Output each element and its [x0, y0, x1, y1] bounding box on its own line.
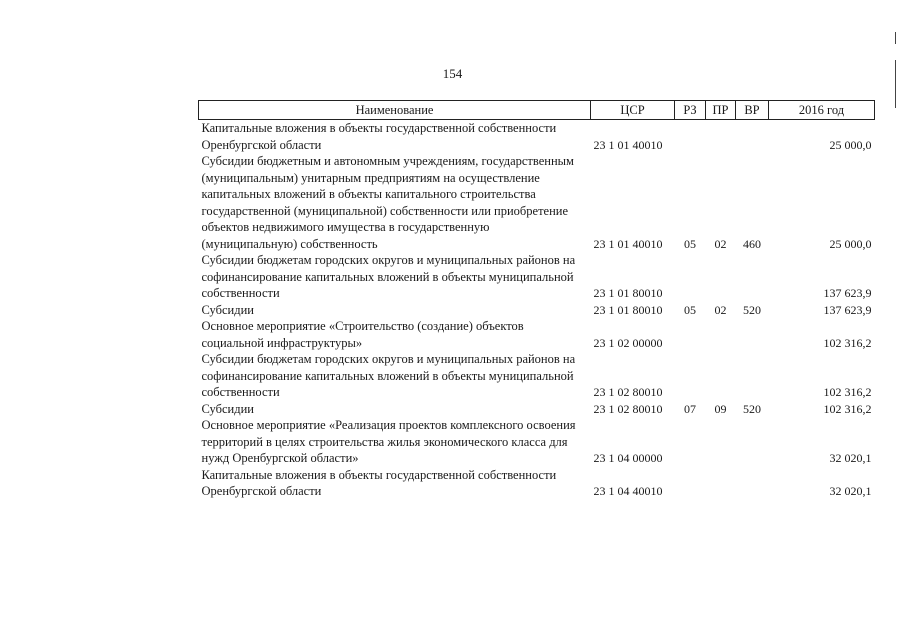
- row-name: Капитальные вложения в объекты государственной собственности Оренбургской области: [201, 121, 557, 152]
- row-rz: [675, 252, 706, 302]
- row-vr: [736, 351, 769, 401]
- row-rz: [675, 318, 706, 351]
- row-rz: [675, 120, 706, 154]
- column-header-name: Наименование: [199, 101, 591, 120]
- row-amount: 32 020,1: [829, 484, 872, 498]
- column-header-vr: ВР: [736, 101, 769, 120]
- table-row: [199, 153, 875, 252]
- budget-table: [198, 100, 875, 500]
- row-csr: 23 1 02 80010: [593, 385, 663, 399]
- row-csr: 23 1 01 80010: [593, 286, 663, 300]
- row-pr: [706, 467, 736, 500]
- row-pr: [706, 417, 736, 467]
- row-vr: [736, 467, 769, 500]
- table-header: [199, 101, 875, 120]
- table-row: [199, 417, 875, 467]
- row-pr: 02: [714, 302, 727, 317]
- scan-margin-mark: [895, 60, 896, 108]
- row-vr: 520: [743, 302, 761, 317]
- row-csr: 23 1 04 40010: [593, 484, 663, 498]
- row-pr: 02: [714, 236, 727, 251]
- row-vr: 520: [743, 401, 761, 416]
- scan-margin-mark: [895, 32, 896, 44]
- table-row: [199, 318, 875, 351]
- row-pr: 09: [714, 401, 727, 416]
- page-number: 154: [442, 66, 463, 81]
- row-vr: [736, 318, 769, 351]
- column-header-year: 2016 год: [769, 101, 875, 120]
- row-name: Субсидии бюджетам городских округов и муниципальных районов на софинансирование капитальных вложений в объекты муниципальной собственности: [201, 352, 576, 399]
- row-amount: 137 623,9: [823, 302, 872, 317]
- row-pr: [706, 318, 736, 351]
- row-rz: 07: [684, 401, 696, 416]
- row-vr: [736, 252, 769, 302]
- row-name: Основное мероприятие «Реализация проектов комплексного освоения территорий в целях строительства жилья экономического класса для нужд Оренбургской области»: [201, 418, 576, 465]
- row-name: Субсидии бюджетам городских округов и муниципальных районов на софинансирование капитальных вложений в объекты муниципальной собственности: [201, 253, 576, 300]
- row-vr: 460: [743, 236, 761, 251]
- row-rz: 05: [684, 302, 696, 317]
- row-csr: 23 1 01 80010: [593, 302, 663, 317]
- table-row: [199, 351, 875, 401]
- column-header-pr: ПР: [706, 101, 736, 120]
- row-name: Субсидии бюджетным и автономным учреждениям, государственным (муниципальным) унитарным предприятиям на осуществление капитальных вложений в объекты капитального строительства государственной (муниципальной) собственности или приобретение объектов недвижимого имущества в государственную (муниципальную) собственность: [201, 154, 574, 251]
- row-amount: 102 316,2: [823, 401, 872, 416]
- row-rz: [675, 467, 706, 500]
- table-row: [199, 302, 875, 319]
- row-csr: 23 1 02 00000: [593, 335, 663, 350]
- row-vr: [736, 120, 769, 154]
- header-row: [199, 101, 875, 120]
- row-amount: 102 316,2: [823, 385, 872, 399]
- row-rz: [675, 417, 706, 467]
- table-body: [199, 120, 875, 500]
- row-name: Капитальные вложения в объекты государственной собственности Оренбургской области: [201, 467, 557, 498]
- table-row: [199, 467, 875, 500]
- table-row: [199, 120, 875, 154]
- row-amount: 32 020,1: [829, 451, 872, 465]
- row-amount: 25 000,0: [829, 236, 872, 251]
- row-pr: [706, 120, 736, 154]
- row-csr: 23 1 04 00000: [593, 451, 663, 465]
- row-rz: 05: [684, 236, 696, 251]
- row-csr: 23 1 01 40010: [593, 236, 663, 251]
- row-name: Субсидии: [201, 401, 254, 416]
- column-header-rz: РЗ: [675, 101, 706, 120]
- row-csr: 23 1 01 40010: [593, 137, 663, 152]
- row-rz: [675, 351, 706, 401]
- column-header-csr: ЦСР: [591, 101, 675, 120]
- row-vr: [736, 417, 769, 467]
- row-name: Субсидии: [201, 302, 254, 317]
- row-amount: 102 316,2: [823, 335, 872, 350]
- row-csr: 23 1 02 80010: [593, 401, 663, 416]
- row-pr: [706, 351, 736, 401]
- row-name: Основное мероприятие «Строительство (создание) объектов социальной инфраструктуры»: [201, 319, 524, 350]
- row-pr: [706, 252, 736, 302]
- row-amount: 25 000,0: [829, 137, 872, 152]
- table-row: [199, 252, 875, 302]
- table-row: [199, 401, 875, 418]
- row-amount: 137 623,9: [823, 286, 872, 300]
